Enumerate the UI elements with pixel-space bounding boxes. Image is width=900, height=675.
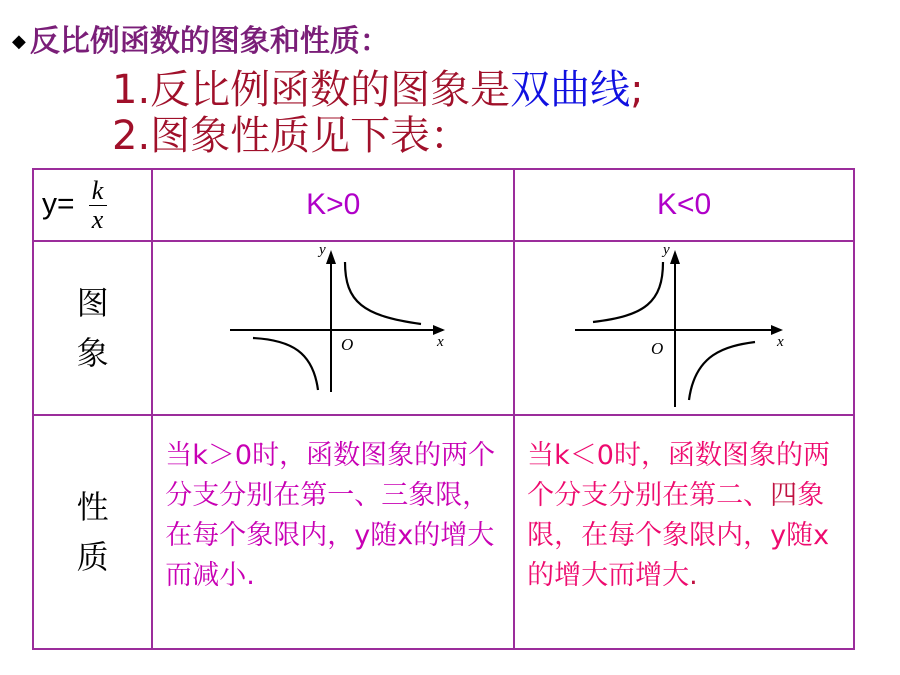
graph-row <box>33 241 854 415</box>
table-header-row <box>33 169 854 241</box>
property-k-positive <box>152 415 514 649</box>
graph-k-negative-cell <box>514 241 854 415</box>
properties-row-label <box>33 415 152 649</box>
heading-text: 反比例函数的图象和性质： <box>29 24 390 59</box>
origin-label: O <box>651 339 664 358</box>
formula-denominator: x <box>91 204 104 234</box>
graph-label-char-1: 图 <box>76 284 109 322</box>
point-1 <box>112 64 644 116</box>
formula-numerator: k <box>91 175 104 205</box>
prop-neg-part-c: 象限，在每个象限内，y随x的增大而增大 <box>527 480 830 591</box>
point-1-highlight: 双曲线 <box>510 67 631 113</box>
prop-neg-part-a: 当k＜0时，函数图象的两个分支分别在第二、 <box>527 440 830 511</box>
x-axis-label: x <box>437 334 444 350</box>
point-2: 2.图象性质见下表： <box>112 113 471 159</box>
point-1-prefix: 1.反比例函数的图象是 <box>112 67 511 113</box>
header-k-positive: K>0 <box>152 169 514 241</box>
x-axis-label: x <box>777 334 784 350</box>
y-axis-label: y <box>663 242 670 258</box>
y-axis-label: y <box>319 242 326 258</box>
prop-label-char-1: 性 <box>76 488 109 526</box>
point-1-suffix: ; <box>630 67 644 113</box>
diamond-bullet-icon: ◆ <box>12 31 26 52</box>
graph-label-char-2: 象 <box>76 334 109 372</box>
header-k-negative: K<0 <box>514 169 854 241</box>
origin-label: O <box>341 335 354 354</box>
y-axis-arrow-icon <box>326 250 336 264</box>
property-k-positive-text: 当k＞0时，函数图象的两个分支分别在第一、三象限，在每个象限内，y随x的增大而减小. <box>165 440 496 591</box>
branch-quadrant-4 <box>689 342 755 400</box>
branch-quadrant-1 <box>345 262 421 324</box>
formula-cell <box>33 169 152 241</box>
prop-label-char-2: 质 <box>76 538 109 576</box>
formula-fraction <box>89 177 107 234</box>
formula-lhs: y= <box>42 186 75 220</box>
y-axis-arrow-icon <box>670 250 680 264</box>
property-k-negative <box>514 415 854 649</box>
slide-heading <box>12 22 390 62</box>
branch-quadrant-3 <box>253 338 318 390</box>
graph-k-positive-cell <box>152 241 514 415</box>
branch-quadrant-2 <box>593 262 663 322</box>
hyperbola-k-positive-graph <box>153 242 512 410</box>
properties-table <box>32 168 855 650</box>
prop-neg-period: . <box>689 560 698 591</box>
prop-neg-quadrant-four: 四 <box>770 480 798 511</box>
hyperbola-k-negative-graph <box>515 242 852 410</box>
properties-row <box>33 415 854 649</box>
graph-row-label <box>33 241 152 415</box>
property-k-negative-text <box>527 416 847 596</box>
